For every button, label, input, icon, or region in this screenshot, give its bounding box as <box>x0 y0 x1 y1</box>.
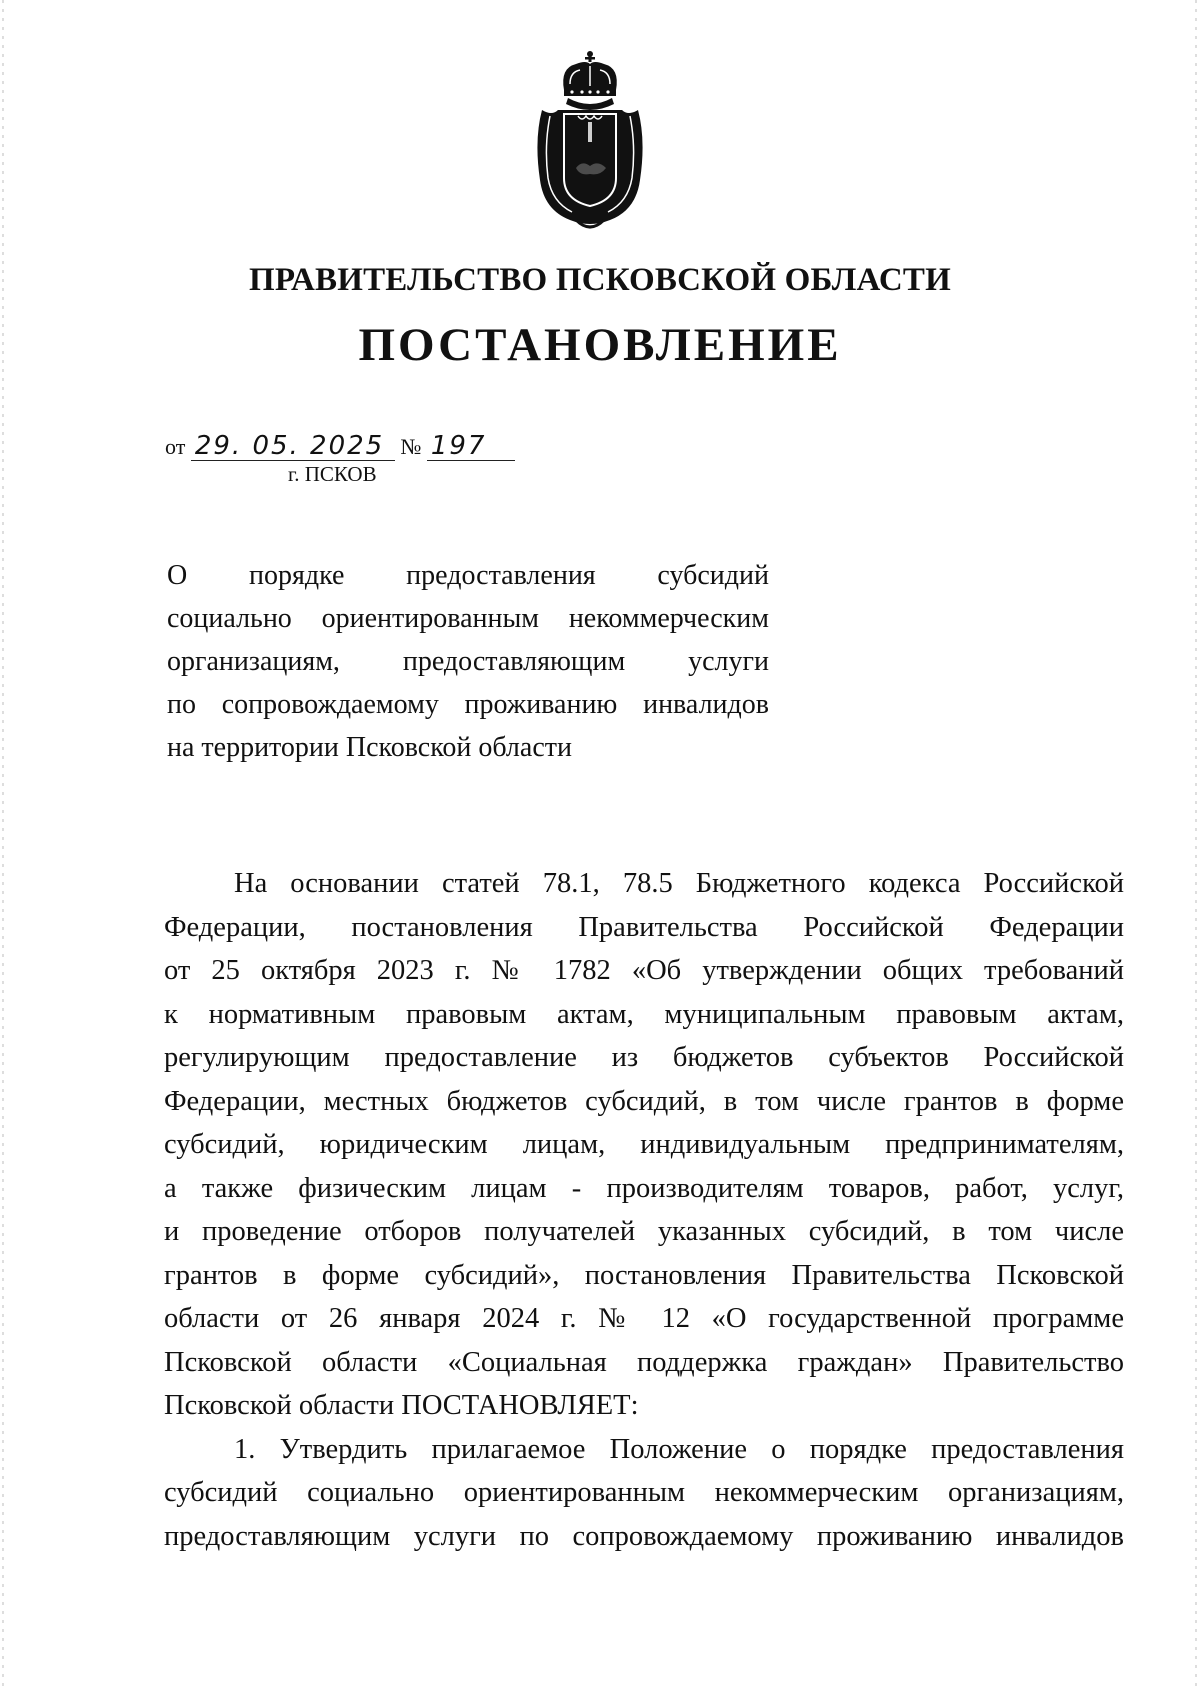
document-type-title: ПОСТАНОВЛЕНИЕ <box>358 319 842 371</box>
number-prefix: № <box>400 434 422 459</box>
body-line: к нормативным правовым актам, муниципальным правовым актам, <box>164 998 1124 1030</box>
body-line: и проведение отборов получателей указанных субсидий, в том числе <box>164 1216 1124 1247</box>
body-line: предоставляющим услуги по сопровождаемому проживанию инвалидов <box>164 1520 1124 1552</box>
scan-edge-right <box>1195 0 1197 1686</box>
body-line: области от 26 января 2024 г. № 12 «О государственной программе <box>164 1303 1124 1334</box>
handwritten-date: 29. 05. 2025 <box>191 432 395 461</box>
body-line: грантов в форме субсидий», постановления Правительства Псковской <box>164 1259 1124 1291</box>
subject-line: по сопровождаемому проживанию инвалидов <box>167 689 769 720</box>
document-body <box>164 862 1124 1558</box>
body-line: регулирующим предоставление из бюджетов субъектов Российской <box>164 1042 1124 1073</box>
body-line: 1. Утвердить прилагаемое Положение о порядке предоставления <box>234 1433 1124 1465</box>
organization-title: ПРАВИТЕЛЬСТВО ПСКОВСКОЙ ОБЛАСТИ <box>248 262 952 298</box>
subject-line: О порядке предоставления субсидий <box>167 560 769 591</box>
body-line: субсидий, юридическим лицам, индивидуальным предпринимателям, <box>164 1129 1124 1160</box>
body-line: Федерации, местных бюджетов субсидий, в том числе грантов в форме <box>164 1085 1124 1117</box>
subject-line: социально ориентированным некоммерческим <box>167 603 769 634</box>
body-line: На основании статей 78.1, 78.5 Бюджетного кодекса Российской <box>234 868 1124 899</box>
city-label: г. ПСКОВ <box>288 462 377 486</box>
body-line: Псковской области «Социальная поддержка граждан» Правительство <box>164 1346 1124 1378</box>
coat-of-arms-icon <box>530 50 650 235</box>
body-line: а также физическим лицам - производителям товаров, работ, услуг, <box>164 1172 1124 1204</box>
handwritten-number: 197 <box>427 432 515 461</box>
body-line: субсидий социально ориентированным некоммерческим организациям, <box>164 1477 1124 1508</box>
date-prefix: от <box>165 434 186 459</box>
body-line: от 25 октября 2023 г. № 1782 «Об утверждении общих требований <box>164 955 1124 986</box>
date-number-line <box>165 432 515 461</box>
document-subject <box>167 554 769 769</box>
subject-line: организациям, предоставляющим услуги <box>167 646 769 677</box>
scan-edge-left <box>2 0 4 1686</box>
body-line: Федерации, постановления Правительства Российской Федерации <box>164 911 1124 943</box>
body-line: Псковской области ПОСТАНОВЛЯЕТ: <box>164 1390 639 1421</box>
subject-line: на территории Псковской области <box>167 732 572 763</box>
